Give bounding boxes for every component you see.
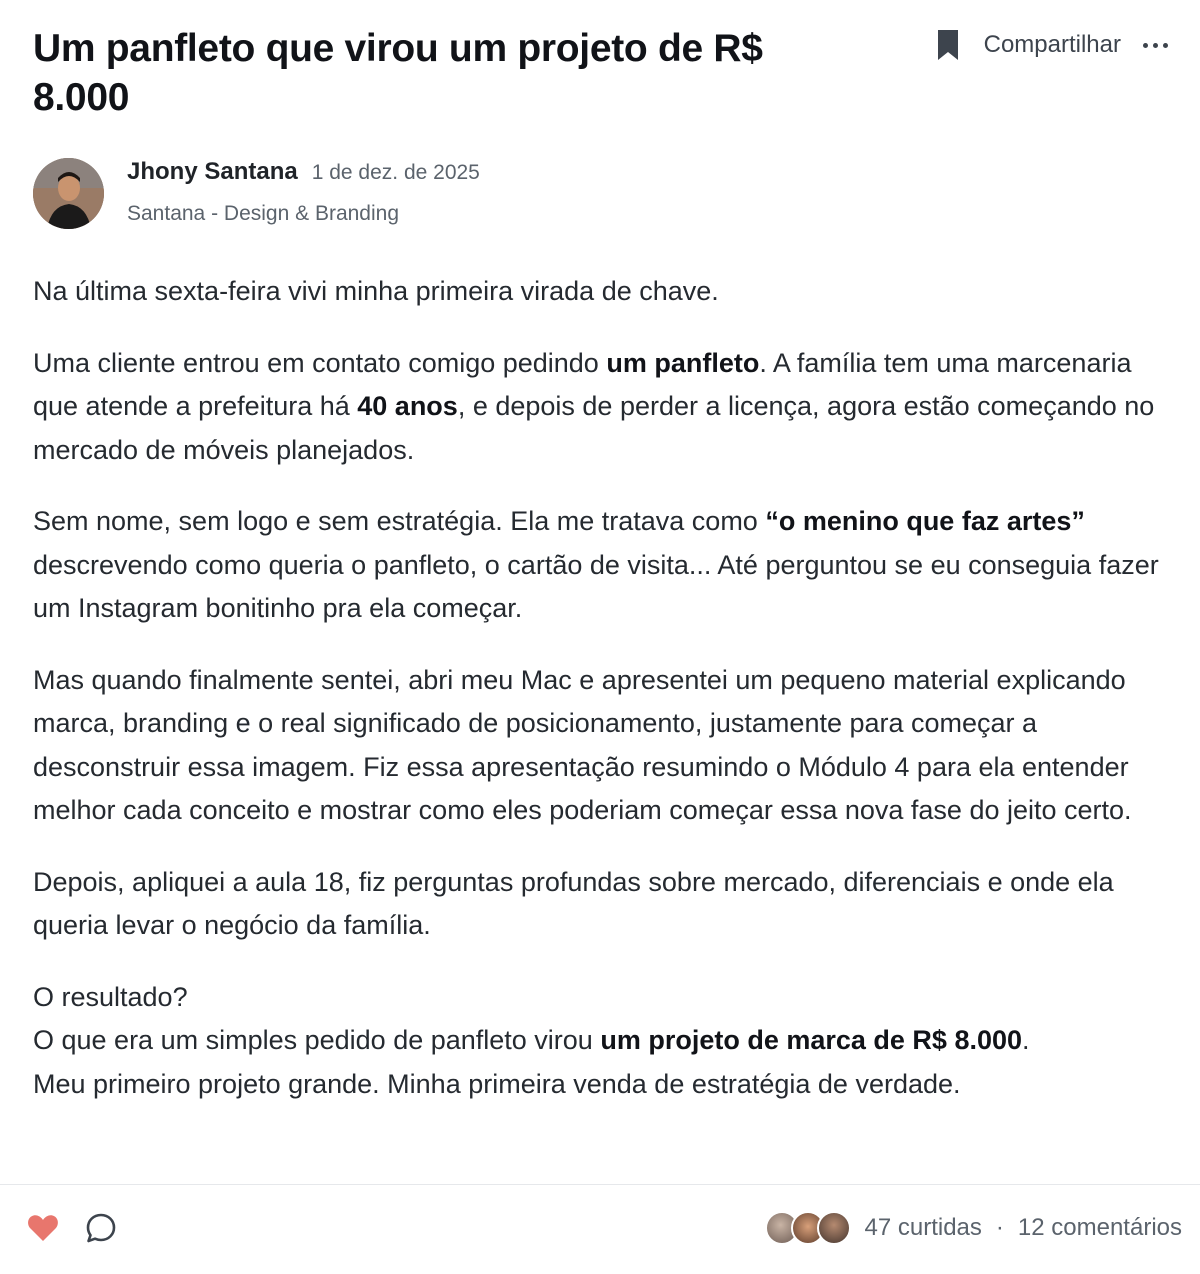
text: . — [1022, 1025, 1030, 1055]
separator: · — [995, 1214, 1004, 1241]
comment-icon[interactable] — [84, 1211, 118, 1245]
avatar — [817, 1211, 851, 1245]
author-company: Santana - Design & Branding — [127, 202, 400, 225]
text: O que era um simples pedido de panfleto virou — [33, 1025, 601, 1055]
author-block — [33, 158, 480, 229]
paragraph-2 — [33, 342, 1173, 473]
text: , e depois de perder a licença, agora estão começando no mercado de móveis planejados. — [33, 391, 1155, 465]
avatar[interactable] — [33, 158, 104, 229]
bookmark-icon[interactable] — [936, 28, 960, 62]
paragraph-3 — [33, 500, 1173, 631]
author-name-row — [127, 158, 480, 198]
post-actions — [936, 28, 1168, 62]
liker-avatars[interactable] — [765, 1211, 851, 1245]
post-header — [33, 24, 1168, 122]
text: Sem nome, sem logo e sem estratégia. Ela me tratava como — [33, 506, 766, 536]
share-button[interactable]: Compartilhar — [983, 31, 1121, 58]
post-body — [33, 270, 1173, 1134]
author-meta — [127, 158, 480, 229]
footer-divider — [0, 1184, 1200, 1185]
bold-text: um projeto de marca de R$ 8.000 — [600, 1025, 1023, 1055]
paragraph-5: Depois, apliquei a aula 18, fiz perguntas profundas sobre mercado, diferenciais e onde ela queria levar o negócio da família. — [33, 866, 1114, 940]
bold-text: 40 anos — [357, 391, 458, 421]
engagement-stats — [765, 1211, 1183, 1245]
bold-text: “o menino que faz artes” — [765, 506, 1085, 536]
text: . A família tem uma marcenaria que atende a prefeitura há — [33, 347, 1132, 421]
author-name[interactable]: Jhony Santana — [127, 158, 298, 185]
text: Uma cliente entrou em contato comigo pedindo — [33, 347, 607, 378]
comments-count[interactable]: 12 comentários — [1017, 1214, 1182, 1241]
text: O resultado? — [33, 981, 188, 1012]
text: descrevendo como queria o panfleto, o cartão de visita... Até perguntou se eu conseguia fazer um Instagram bonitinho pra ela começar. — [33, 549, 1159, 623]
bold-text: um panfleto — [606, 347, 760, 378]
more-icon[interactable] — [1143, 37, 1168, 54]
post-title: Um panfleto que virou um projeto de R$ 8.000 — [33, 27, 763, 119]
likes-count[interactable]: 47 curtidas — [864, 1214, 982, 1241]
post-date: 1 de dez. de 2025 — [311, 161, 480, 184]
paragraph-1: Na última sexta-feira vivi minha primeira virada de chave. — [33, 276, 719, 306]
heart-icon[interactable] — [26, 1211, 60, 1245]
text: Meu primeiro projeto grande. Minha primeira venda de estratégia de verdade. — [33, 1068, 961, 1099]
post-footer — [26, 1204, 1182, 1252]
paragraph-6 — [33, 976, 1173, 1107]
paragraph-4: Mas quando finalmente sentei, abri meu Mac e apresentei um pequeno material explicando marca, branding e o real significado de posicionamento, justamente para começar a desconstruir essa imagem. Fiz essa apresentação resumindo o Módulo 4 para ela entender melhor cada conceito e mostrar como eles poderiam começar essa nova fase do jeito certo. — [33, 664, 1132, 825]
